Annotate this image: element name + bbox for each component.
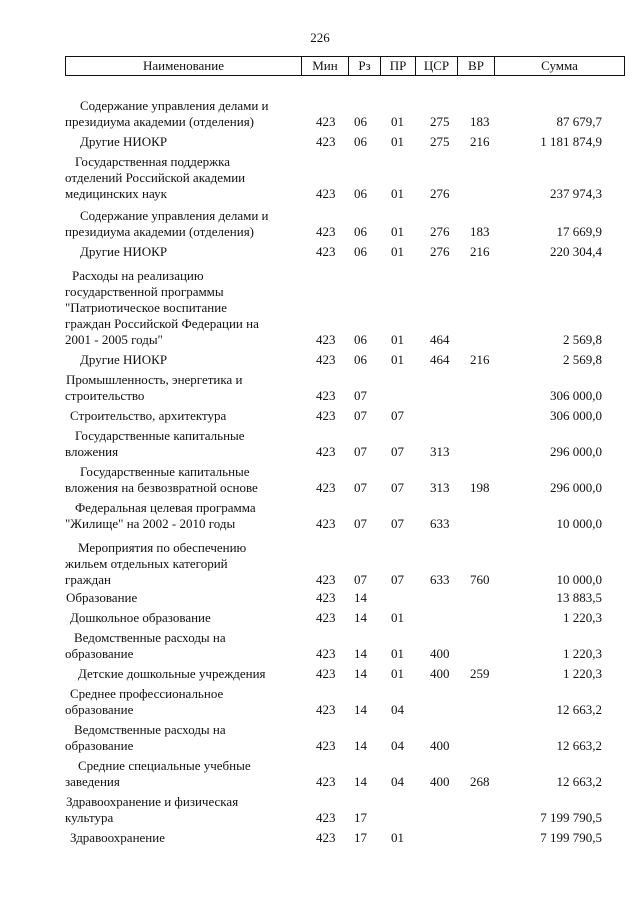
row-min: 423 xyxy=(316,610,336,625)
row-csr: 400 xyxy=(430,774,450,789)
row-min: 423 xyxy=(316,646,336,661)
row-min: 423 xyxy=(316,830,336,845)
row-min: 423 xyxy=(316,702,336,717)
row-pr: 04 xyxy=(391,702,404,717)
row-vr: 183 xyxy=(470,224,490,239)
row-rz: 14 xyxy=(354,774,367,789)
row-name-line: Содержание управления делами и xyxy=(80,98,269,113)
row-sum: 10 000,0 xyxy=(556,572,602,587)
row-name-line: Детские дошкольные учреждения xyxy=(78,666,266,681)
row-min: 423 xyxy=(316,738,336,753)
row-min: 423 xyxy=(316,186,336,201)
column-header-min: Мин xyxy=(301,57,348,75)
row-pr: 01 xyxy=(391,646,404,661)
row-min: 423 xyxy=(316,134,336,149)
row-min: 423 xyxy=(316,516,336,531)
row-name-line: Промышленность, энергетика и xyxy=(66,372,243,387)
row-rz: 06 xyxy=(354,224,367,239)
row-csr: 464 xyxy=(430,352,450,367)
row-rz: 07 xyxy=(354,444,367,459)
row-name-line: строительство xyxy=(65,388,145,403)
row-rz: 07 xyxy=(354,480,367,495)
row-sum: 296 000,0 xyxy=(550,480,602,495)
row-pr: 01 xyxy=(391,186,404,201)
row-name-line: образование xyxy=(65,702,134,717)
row-pr: 04 xyxy=(391,774,404,789)
row-name-line: образование xyxy=(65,738,134,753)
row-sum: 2 569,8 xyxy=(563,332,602,347)
row-name-line: вложения xyxy=(65,444,119,459)
row-name-line: заведения xyxy=(65,774,120,789)
row-name-line: Среднее профессиональное xyxy=(70,686,224,701)
row-min: 423 xyxy=(316,590,336,605)
row-vr: 268 xyxy=(470,774,490,789)
row-rz: 06 xyxy=(354,134,367,149)
row-sum: 237 974,3 xyxy=(550,186,602,201)
row-csr: 275 xyxy=(430,114,450,129)
row-vr: 760 xyxy=(470,572,490,587)
row-pr: 01 xyxy=(391,114,404,129)
column-header-rz: Рз xyxy=(348,57,380,75)
row-name-line: Другие НИОКР xyxy=(80,352,168,367)
row-csr: 400 xyxy=(430,666,450,681)
row-csr: 400 xyxy=(430,646,450,661)
row-sum: 7 199 790,5 xyxy=(540,830,602,845)
row-sum: 220 304,4 xyxy=(550,244,602,259)
row-min: 423 xyxy=(316,224,336,239)
row-sum: 7 199 790,5 xyxy=(540,810,602,825)
row-pr: 04 xyxy=(391,738,404,753)
row-name-line: 2001 - 2005 годы" xyxy=(65,332,163,347)
table-header xyxy=(65,56,625,76)
row-name-line: Государственные капитальные xyxy=(80,464,250,479)
row-csr: 275 xyxy=(430,134,450,149)
row-name-line: граждан xyxy=(65,572,111,587)
row-pr: 01 xyxy=(391,666,404,681)
row-name-line: Ведомственные расходы на xyxy=(74,630,226,645)
row-csr: 633 xyxy=(430,572,450,587)
row-rz: 17 xyxy=(354,830,367,845)
row-rz: 14 xyxy=(354,610,367,625)
row-pr: 07 xyxy=(391,444,404,459)
row-pr: 01 xyxy=(391,244,404,259)
row-csr: 400 xyxy=(430,738,450,753)
row-min: 423 xyxy=(316,810,336,825)
row-rz: 06 xyxy=(354,332,367,347)
row-min: 423 xyxy=(316,774,336,789)
row-name-line: Федеральная целевая программа xyxy=(75,500,256,515)
row-min: 423 xyxy=(316,388,336,403)
column-header-pr: ПР xyxy=(380,57,415,75)
row-pr: 07 xyxy=(391,516,404,531)
row-rz: 14 xyxy=(354,590,367,605)
row-rz: 14 xyxy=(354,666,367,681)
row-name-line: Средние специальные учебные xyxy=(78,758,251,773)
row-name-line: Содержание управления делами и xyxy=(80,208,269,223)
row-rz: 07 xyxy=(354,388,367,403)
row-vr: 198 xyxy=(470,480,490,495)
row-csr: 276 xyxy=(430,224,450,239)
row-name-line: Государственная поддержка xyxy=(75,154,231,169)
row-name-line: Здравоохранение и физическая xyxy=(66,794,239,809)
row-rz: 14 xyxy=(354,702,367,717)
row-sum: 12 663,2 xyxy=(556,702,602,717)
row-rz: 14 xyxy=(354,646,367,661)
row-sum: 10 000,0 xyxy=(556,516,602,531)
column-header-csr: ЦСР xyxy=(415,57,457,75)
row-name-line: Другие НИОКР xyxy=(80,134,168,149)
row-sum: 12 663,2 xyxy=(556,738,602,753)
row-sum: 1 220,3 xyxy=(563,646,602,661)
row-rz: 06 xyxy=(354,186,367,201)
row-min: 423 xyxy=(316,444,336,459)
row-sum: 306 000,0 xyxy=(550,408,602,423)
row-vr: 216 xyxy=(470,134,490,149)
row-rz: 14 xyxy=(354,738,367,753)
row-rz: 07 xyxy=(354,408,367,423)
row-rz: 07 xyxy=(354,516,367,531)
row-name-line: Строительство, архитектура xyxy=(70,408,227,423)
row-sum: 13 883,5 xyxy=(556,590,602,605)
row-sum: 1 220,3 xyxy=(563,610,602,625)
row-min: 423 xyxy=(316,244,336,259)
row-pr: 07 xyxy=(391,480,404,495)
row-sum: 12 663,2 xyxy=(556,774,602,789)
row-sum: 1 181 874,9 xyxy=(540,134,602,149)
row-name-line: "Жилище" на 2002 - 2010 годы xyxy=(65,516,236,531)
page-number: 226 xyxy=(310,30,330,45)
row-rz: 17 xyxy=(354,810,367,825)
row-name-line: граждан Российской Федерации на xyxy=(65,316,259,331)
row-sum: 2 569,8 xyxy=(563,352,602,367)
row-name-line: отделений Российской академии xyxy=(65,170,246,185)
column-header-name: Наименование xyxy=(143,58,224,73)
row-name-line: Другие НИОКР xyxy=(80,244,168,259)
column-header-vr: ВР xyxy=(457,57,494,75)
row-pr: 01 xyxy=(391,332,404,347)
row-name-line: президиума академии (отделения) xyxy=(65,224,255,239)
row-name-line: государственной программы xyxy=(65,284,224,299)
row-name-line: Образование xyxy=(66,590,138,605)
row-min: 423 xyxy=(316,408,336,423)
row-min: 423 xyxy=(316,666,336,681)
row-rz: 06 xyxy=(354,114,367,129)
row-sum: 87 679,7 xyxy=(556,114,602,129)
row-name-line: "Патриотическое воспитание xyxy=(65,300,227,315)
row-name-line: Дошкольное образование xyxy=(70,610,211,625)
row-rz: 07 xyxy=(354,572,367,587)
row-name-line: культура xyxy=(65,810,114,825)
row-csr: 313 xyxy=(430,444,450,459)
row-name-line: Ведомственные расходы на xyxy=(74,722,226,737)
row-vr: 216 xyxy=(470,352,490,367)
row-csr: 464 xyxy=(430,332,450,347)
row-name-line: медицинских наук xyxy=(65,186,167,201)
row-pr: 01 xyxy=(391,134,404,149)
row-name-line: Расходы на реализацию xyxy=(72,268,204,283)
row-name-line: образование xyxy=(65,646,134,661)
row-min: 423 xyxy=(316,352,336,367)
row-pr: 07 xyxy=(391,408,404,423)
row-name-line: Государственные капитальные xyxy=(75,428,245,443)
row-sum: 1 220,3 xyxy=(563,666,602,681)
row-vr: 183 xyxy=(470,114,490,129)
row-pr: 01 xyxy=(391,224,404,239)
row-sum: 296 000,0 xyxy=(550,444,602,459)
row-csr: 276 xyxy=(430,244,450,259)
row-sum: 17 669,9 xyxy=(556,224,602,239)
row-rz: 06 xyxy=(354,352,367,367)
row-rz: 06 xyxy=(354,244,367,259)
row-name-line: Здравоохранение xyxy=(70,830,165,845)
row-name-line: жильем отдельных категорий xyxy=(65,556,228,571)
row-min: 423 xyxy=(316,332,336,347)
row-min: 423 xyxy=(316,480,336,495)
row-pr: 01 xyxy=(391,352,404,367)
row-csr: 276 xyxy=(430,186,450,201)
row-vr: 259 xyxy=(470,666,490,681)
row-sum: 306 000,0 xyxy=(550,388,602,403)
row-pr: 01 xyxy=(391,610,404,625)
row-min: 423 xyxy=(316,572,336,587)
column-header-sum: Сумма xyxy=(494,57,624,75)
row-pr: 07 xyxy=(391,572,404,587)
row-name-line: президиума академии (отделения) xyxy=(65,114,255,129)
row-pr: 01 xyxy=(391,830,404,845)
row-vr: 216 xyxy=(470,244,490,259)
row-csr: 633 xyxy=(430,516,450,531)
row-name-line: вложения на безвозвратной основе xyxy=(65,480,258,495)
row-min: 423 xyxy=(316,114,336,129)
row-csr: 313 xyxy=(430,480,450,495)
row-name-line: Мероприятия по обеспечению xyxy=(78,540,247,555)
